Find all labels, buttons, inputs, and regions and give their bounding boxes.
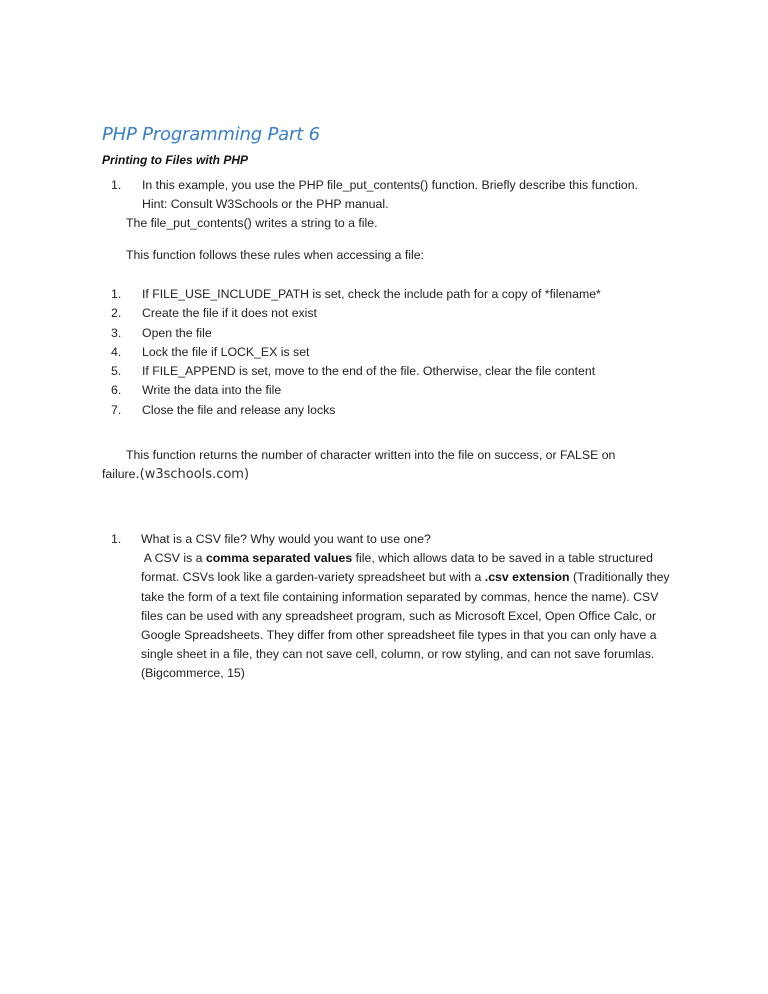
answer-2-line: files can be used with any spreadsheet program, such as Microsoft Excel, Open Office Calc, or: [141, 608, 657, 623]
list-number: 6.: [111, 383, 122, 398]
answer-2-line: Google Spreadsheets. They differ from other spreadsheet file types in that you can only have a: [141, 628, 657, 643]
list-text: If FILE_USE_INCLUDE_PATH is set, check the include path for a copy of *filename*: [142, 287, 601, 301]
list-text: Write the data into the file: [142, 383, 282, 398]
rules-intro: This function follows these rules when accessing a file:: [126, 248, 425, 262]
returns-text: This function returns the number of character written into the file on success, or FALSE on: [126, 448, 616, 462]
list-number: 1.: [111, 287, 122, 301]
answer-2-text: file, which allows data to be saved in a table structured: [352, 551, 653, 566]
question-1-line-2: Hint: Consult W3Schools or the PHP manual.: [142, 197, 389, 212]
answer-2-line: take the form of a text file containing information separated by commas, hence the name). CSV: [141, 589, 659, 604]
list-number: 5.: [111, 364, 122, 379]
answer-2-line: single sheet in a file, they can not save cell, column, or row styling, and can not save forumlas.: [141, 647, 655, 662]
returns-text-continued: [102, 465, 249, 484]
list-text: Lock the file if LOCK_EX is set: [142, 344, 310, 359]
list-text: Open the file: [142, 325, 212, 340]
question-1-number: 1.: [111, 178, 122, 192]
answer-2-text: (Traditionally they: [569, 570, 670, 585]
list-number: 2.: [111, 306, 122, 321]
list-text: Close the file and release any locks: [142, 402, 336, 417]
answer-2-bold: comma separated values: [205, 551, 353, 566]
answer-2-line: [141, 549, 701, 568]
question-2: [141, 530, 701, 684]
list-number: 3.: [111, 325, 122, 340]
source-citation: .(w3schools.com): [135, 467, 250, 482]
list-text: Create the file if it does not exist: [142, 306, 317, 321]
answer-1: The file_put_contents() writes a string to a file.: [126, 216, 378, 230]
document-subtitle: Printing to Files with PHP: [102, 153, 249, 167]
question-2-number: 1.: [111, 532, 122, 546]
document-title: PHP Programming Part 6: [102, 124, 320, 145]
answer-2-text: A CSV is a: [141, 551, 206, 566]
failure-word: failure: [102, 467, 136, 481]
answer-2-bold: .csv extension: [484, 570, 570, 585]
answer-2-text: format. CSVs look like a garden-variety spreadsheet but with a: [141, 570, 485, 585]
question-1-line-1: In this example, you use the PHP file_put_contents() function. Briefly describe this function.: [142, 178, 639, 192]
question-2-text: What is a CSV file? Why would you want to use one?: [141, 532, 431, 546]
answer-2-citation: (Bigcommerce, 15): [141, 666, 245, 681]
question-1-text: [142, 176, 638, 214]
list-number: 7.: [111, 402, 122, 417]
answer-2-line: [141, 568, 701, 587]
list-text: If FILE_APPEND is set, move to the end of the file. Otherwise, clear the file content: [142, 364, 596, 379]
list-number: 4.: [111, 344, 122, 359]
